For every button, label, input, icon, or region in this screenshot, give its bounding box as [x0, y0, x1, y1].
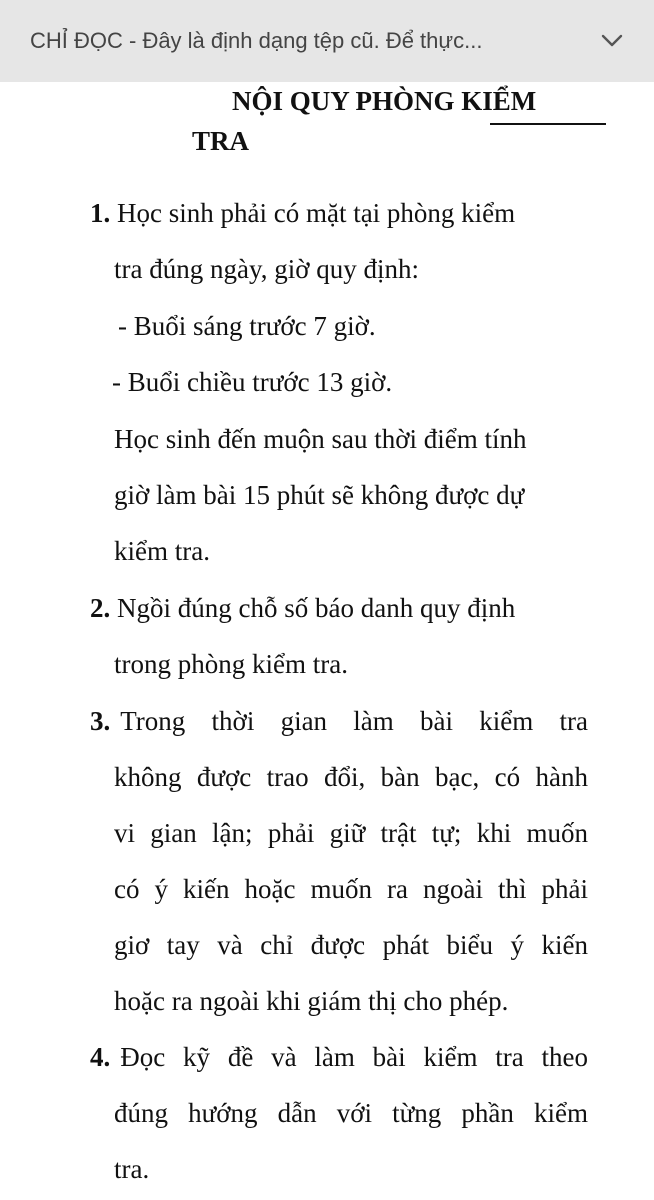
rule-1-line-3: - Buổi sáng trước 7 giờ.	[118, 311, 376, 341]
rule-2-line-1	[90, 595, 515, 622]
rule-1-text-1: Học sinh phải có mặt tại phòng kiểm	[117, 198, 516, 228]
rule-3-line-1	[90, 708, 588, 735]
title-underline	[490, 123, 606, 125]
rule-1-line-2: tra đúng ngày, giờ quy định:	[114, 254, 419, 284]
rule-1-number: 1.	[90, 198, 111, 228]
rule-3-line-3: vi gian lận; phải giữ trật tự; khi muốn	[114, 818, 588, 848]
chevron-down-icon[interactable]	[598, 27, 626, 55]
rule-3-text-1: Trong thời gian làm bài kiểm tra	[120, 706, 588, 736]
rule-2-number: 2.	[90, 593, 111, 623]
rule-4-text-1: Đọc kỹ đề và làm bài kiểm tra theo	[120, 1042, 588, 1072]
rule-4-number: 4.	[90, 1042, 111, 1072]
rule-1-line-6: giờ làm bài 15 phút sẽ không được dự	[114, 480, 525, 510]
document-title-line-2: TRA	[192, 126, 250, 156]
document-title-line-1: NỘI QUY PHÒNG KIỂM	[232, 86, 537, 116]
rule-3-line-5: giơ tay và chỉ được phát biểu ý kiến	[114, 930, 588, 960]
rule-1-line-1	[90, 200, 515, 227]
rule-3-number: 3.	[90, 706, 111, 736]
read-only-banner-text: CHỈ ĐỌC - Đây là định dạng tệp cũ. Để thực...	[30, 28, 483, 53]
rule-1-line-4: - Buổi chiều trước 13 giờ.	[112, 367, 393, 397]
rule-3-line-2: không được trao đổi, bàn bạc, có hành	[114, 762, 588, 792]
rule-2-text-1: Ngồi đúng chỗ số báo danh quy định	[117, 593, 516, 623]
rule-1-line-5: Học sinh đến muộn sau thời điểm tính	[114, 424, 527, 454]
rule-4-line-1	[90, 1044, 588, 1071]
read-only-banner[interactable]	[0, 0, 654, 82]
rule-2-line-2: trong phòng kiểm tra.	[114, 649, 348, 679]
rule-3-line-4: có ý kiến hoặc muốn ra ngoài thì phải	[114, 874, 588, 904]
rule-4-line-3: tra.	[114, 1154, 150, 1184]
rule-3-line-6: hoặc ra ngoài khi giám thị cho phép.	[114, 986, 509, 1016]
rule-1-line-7: kiểm tra.	[114, 536, 210, 566]
rule-4-line-2: đúng hướng dẫn với từng phần kiểm	[114, 1098, 588, 1128]
